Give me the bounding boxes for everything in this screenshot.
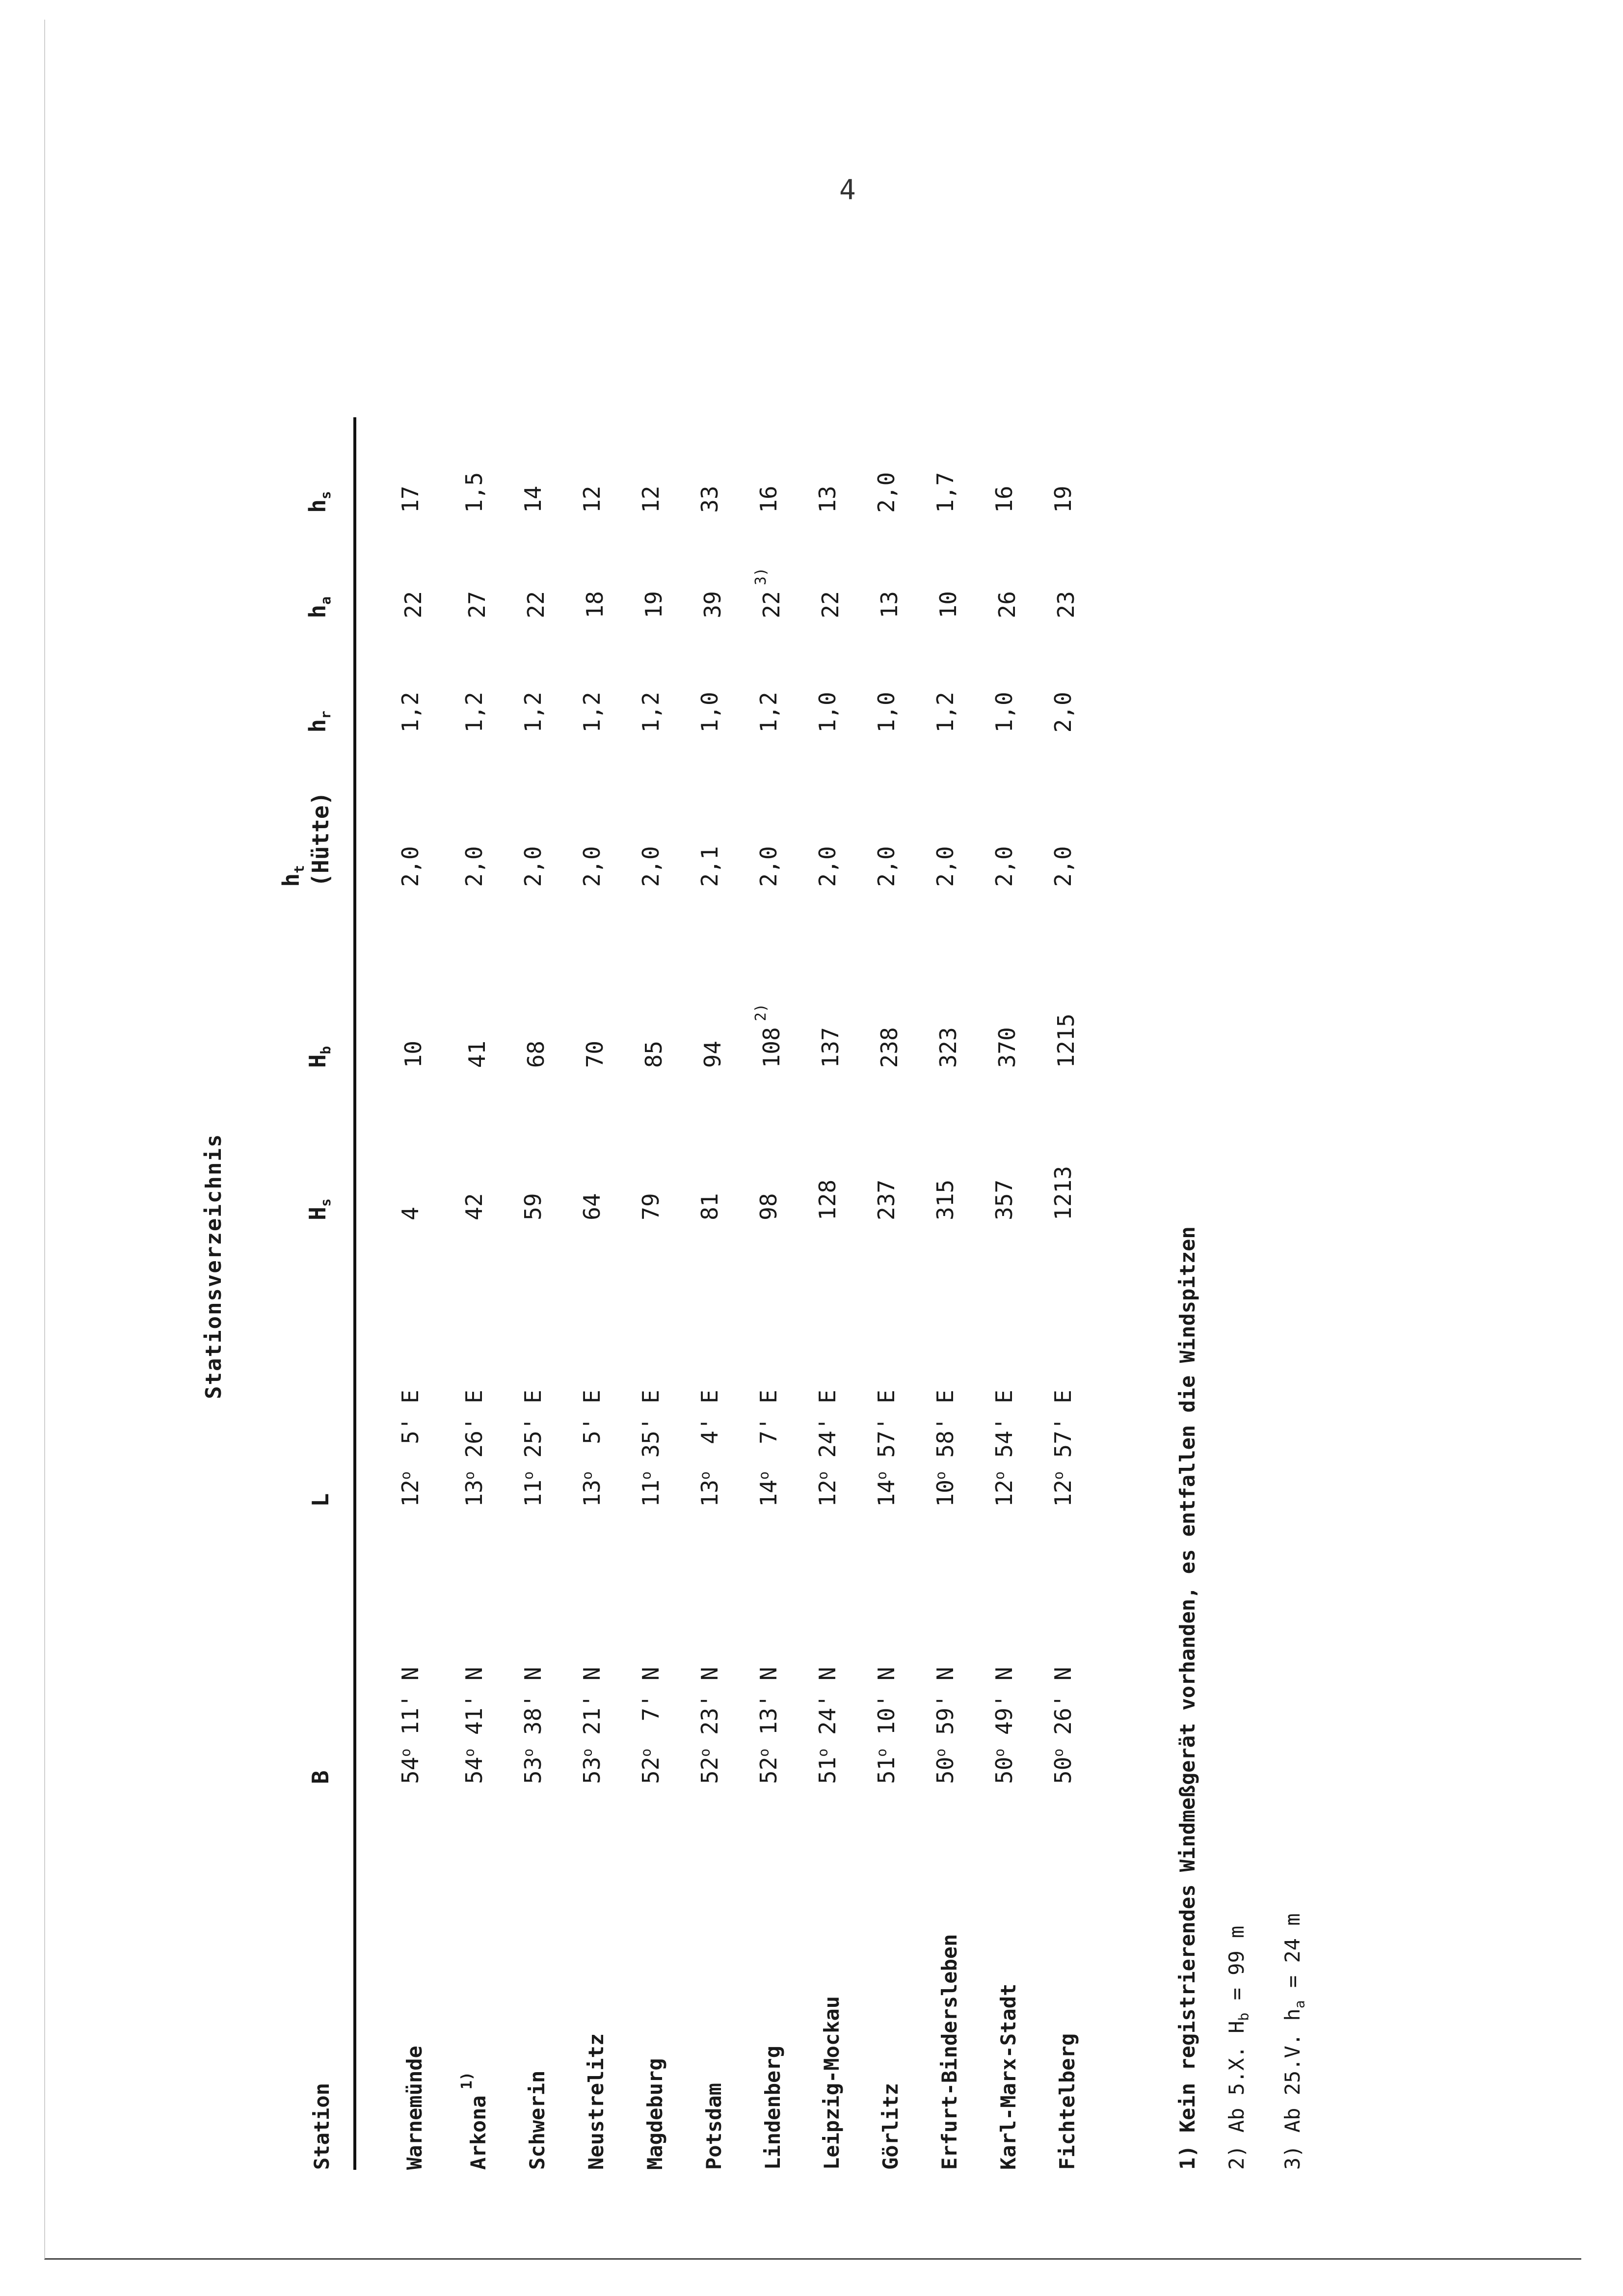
rain-gauge-height-value: 1,2 (579, 692, 605, 733)
cell-longitude (975, 1220, 1034, 1507)
cell-station (916, 1784, 975, 2170)
cell-barometer-height (798, 887, 857, 1068)
thermometer-height-value: 2,0 (461, 846, 487, 887)
cell-sunshine-height (621, 417, 680, 513)
cell-sunshine-height (445, 417, 504, 513)
thermometer-height-value: 2,0 (873, 846, 900, 887)
longitude-minutes: 57' E (873, 1390, 900, 1472)
footnote-3: 3) Ab 25.V. $h_a = 24$ m (1280, 1913, 1308, 2170)
cell-barometer-height (1034, 887, 1092, 1068)
degree-mark: o (814, 1471, 831, 1480)
latitude-minutes: 38' N (520, 1667, 546, 1749)
degree-mark: o (520, 1748, 536, 1757)
cell-thermometer-height (739, 732, 798, 887)
degree-mark: o (579, 1748, 595, 1757)
cell-latitude (504, 1507, 562, 1784)
cell-thermometer-height (916, 732, 975, 887)
anemometer-height-value: 22 (523, 591, 549, 619)
cell-station (621, 1784, 680, 2170)
degree-mark: o (638, 1748, 654, 1757)
table-header-row (260, 417, 355, 2170)
page-number: 4 (839, 174, 856, 206)
thermometer-height-value: 2,0 (579, 846, 605, 887)
anemometer-height-value: 13 (876, 591, 903, 619)
rain-gauge-height-value: 2,0 (1050, 692, 1076, 733)
barometer-height-value: 41 (464, 1040, 490, 1068)
cell-anemometer-height (680, 513, 739, 619)
anemometer-height-value: 19 (640, 591, 667, 619)
cell-station (798, 1784, 857, 2170)
longitude-minutes: 26' E (461, 1390, 487, 1472)
degree-mark: o (932, 1471, 949, 1480)
station-table (260, 417, 1092, 2170)
header-sunshine-height: $h_s$ (260, 417, 355, 513)
barometer-height-value: 137 (817, 1027, 844, 1068)
latitude-minutes: 41' N (461, 1667, 487, 1749)
cell-rain-gauge-height (504, 618, 562, 732)
degree-mark: o (873, 1471, 890, 1480)
cell-station-height (445, 1068, 504, 1220)
degree-mark: o (1050, 1471, 1066, 1480)
cell-rain-gauge-height (355, 618, 445, 732)
barometer-height-value: 108 (758, 1027, 785, 1068)
cell-rain-gauge-height (680, 618, 739, 732)
cell-thermometer-height (975, 732, 1034, 887)
cell-thermometer-height (1034, 732, 1092, 887)
cell-anemometer-height (1034, 513, 1092, 619)
cell-station-height (562, 1068, 621, 1220)
cell-thermometer-height (355, 732, 445, 887)
longitude-degrees: 11 (520, 1480, 546, 1507)
cell-station-height (355, 1068, 445, 1220)
cell-anemometer-height (621, 513, 680, 619)
rain-gauge-height-value: 1,2 (755, 692, 782, 733)
station-height-value: 98 (755, 1193, 782, 1220)
thermometer-height-value: 2,0 (397, 846, 424, 887)
degree-mark: o (991, 1748, 1008, 1757)
degree-mark: o (579, 1471, 595, 1480)
cell-station-height (798, 1068, 857, 1220)
cell-longitude (621, 1220, 680, 1507)
anemometer-height-value: 26 (994, 591, 1020, 619)
sunshine-height-value: 16 (991, 486, 1017, 513)
cell-latitude (857, 1507, 916, 1784)
sunshine-height-value: 33 (696, 486, 723, 513)
cell-barometer-height (562, 887, 621, 1068)
thermometer-height-value: 2,0 (755, 846, 782, 887)
cell-longitude (739, 1220, 798, 1507)
thermometer-height-value: 2,0 (991, 846, 1017, 887)
sunshine-height-value: 12 (638, 486, 664, 513)
cell-latitude (798, 1507, 857, 1784)
cell-longitude (857, 1220, 916, 1507)
degree-mark: o (397, 1748, 414, 1757)
station-name: Erfurt-Bindersleben (937, 1934, 961, 2170)
cell-sunshine-height (857, 417, 916, 513)
degree-mark: o (696, 1748, 713, 1757)
cell-rain-gauge-height (975, 618, 1034, 732)
degree-mark: o (755, 1471, 772, 1480)
cell-station (739, 1784, 798, 2170)
station-height-value: 59 (520, 1193, 546, 1220)
latitude-degrees: 54 (461, 1756, 487, 1784)
header-rain-gauge-height: $h_r$ (260, 618, 355, 732)
cell-latitude (1034, 1507, 1092, 1784)
table-row (621, 417, 680, 2170)
sunshine-height-value: 16 (755, 486, 782, 513)
cell-rain-gauge-height (798, 618, 857, 732)
latitude-minutes: 59' N (932, 1667, 958, 1749)
degree-mark: o (397, 1471, 414, 1480)
cell-station-height (739, 1068, 798, 1220)
sunshine-height-value: 2,0 (873, 472, 900, 513)
rain-gauge-height-value: 1,0 (873, 692, 900, 733)
longitude-minutes: 5' E (397, 1390, 424, 1472)
cell-barometer-height (445, 887, 504, 1068)
degree-mark: o (991, 1471, 1008, 1480)
cell-anemometer-height (857, 513, 916, 619)
cell-station (857, 1784, 916, 2170)
rain-gauge-height-value: 1,2 (461, 692, 487, 733)
cell-barometer-height (975, 887, 1034, 1068)
cell-station-height (857, 1068, 916, 1220)
thermometer-height-value: 2,0 (814, 846, 841, 887)
cell-thermometer-height (562, 732, 621, 887)
station-height-value: 42 (461, 1193, 487, 1220)
table-row (355, 417, 445, 2170)
barometer-height-value: 68 (523, 1040, 549, 1068)
station-name: Warnemünde (402, 2046, 426, 2170)
cell-station (680, 1784, 739, 2170)
station-name: Potsdam (701, 2082, 726, 2170)
station-height-value: 357 (991, 1179, 1017, 1220)
latitude-degrees: 50 (932, 1756, 958, 1784)
cell-thermometer-height (504, 732, 562, 887)
anemometer-height-value: 22 (758, 591, 785, 619)
longitude-minutes: 25' E (520, 1390, 546, 1472)
cell-thermometer-height (621, 732, 680, 887)
degree-mark: o (461, 1748, 478, 1757)
cell-anemometer-height (975, 513, 1034, 619)
cell-longitude (1034, 1220, 1092, 1507)
latitude-degrees: 53 (579, 1756, 605, 1784)
cell-sunshine-height (739, 417, 798, 513)
footnotes (1163, 1226, 1325, 2170)
longitude-minutes: 5' E (579, 1390, 605, 1472)
longitude-degrees: 13 (461, 1480, 487, 1507)
cell-latitude (445, 1507, 504, 1784)
table-row (975, 417, 1034, 2170)
cell-rain-gauge-height (621, 618, 680, 732)
longitude-degrees: 12 (814, 1480, 841, 1507)
cell-barometer-height (680, 887, 739, 1068)
rain-gauge-height-value: 1,0 (991, 692, 1017, 733)
table-row (680, 417, 739, 2170)
station-name: Neustrelitz (584, 2033, 608, 2170)
anemometer-height-value: 18 (582, 591, 608, 619)
latitude-degrees: 51 (873, 1756, 900, 1784)
longitude-degrees: 13 (579, 1480, 605, 1507)
table-row (916, 417, 975, 2170)
longitude-degrees: 14 (755, 1480, 782, 1507)
longitude-degrees: 14 (873, 1480, 900, 1507)
cell-latitude (680, 1507, 739, 1784)
barometer-height-value: 370 (994, 1027, 1020, 1068)
cell-longitude (916, 1220, 975, 1507)
station-height-value: 81 (696, 1193, 723, 1220)
latitude-minutes: 13' N (755, 1667, 782, 1749)
table-row (739, 417, 798, 2170)
latitude-degrees: 50 (1050, 1756, 1076, 1784)
latitude-minutes: 21' N (579, 1667, 605, 1749)
longitude-minutes: 24' E (814, 1390, 841, 1472)
cell-latitude (355, 1507, 445, 1784)
cell-rain-gauge-height (445, 618, 504, 732)
thermometer-height-value: 2,0 (932, 846, 958, 887)
latitude-minutes: 49' N (991, 1667, 1017, 1749)
cell-thermometer-height (680, 732, 739, 887)
cell-thermometer-height (798, 732, 857, 887)
rotated-content (186, 417, 1315, 2185)
header-station-height: $H_s$ (260, 1068, 355, 1220)
footnote-1: 1) Kein registrierendes Windmeßgerät vorhanden, es entfallen die Windspitzen (1175, 1226, 1199, 2170)
header-barometer-height: $H_b$ (260, 887, 355, 1068)
cell-latitude (621, 1507, 680, 1784)
cell-station-height (504, 1068, 562, 1220)
station-height-value: 315 (932, 1179, 958, 1220)
latitude-minutes: 10' N (873, 1667, 900, 1749)
longitude-minutes: 7' E (755, 1390, 782, 1472)
cell-longitude (562, 1220, 621, 1507)
cell-barometer-height (739, 887, 798, 1068)
header-longitude: L (260, 1220, 355, 1507)
cell-latitude (739, 1507, 798, 1784)
cell-rain-gauge-height (916, 618, 975, 732)
degree-mark: o (638, 1471, 654, 1480)
barometer-height-value: 238 (876, 1027, 903, 1068)
latitude-degrees: 52 (638, 1756, 664, 1784)
thermometer-height-value: 2,1 (696, 846, 723, 887)
latitude-minutes: 23' N (696, 1667, 723, 1749)
cell-barometer-height (504, 887, 562, 1068)
cell-station-height (1034, 1068, 1092, 1220)
cell-sunshine-height (798, 417, 857, 513)
cell-rain-gauge-height (739, 618, 798, 732)
degree-mark: o (873, 1748, 890, 1757)
latitude-degrees: 51 (814, 1756, 841, 1784)
degree-mark: o (814, 1748, 831, 1757)
sunshine-height-value: 17 (397, 486, 424, 513)
station-height-value: 237 (873, 1179, 900, 1220)
longitude-minutes: 4' E (696, 1390, 723, 1472)
rain-gauge-height-value: 1,0 (814, 692, 841, 733)
cell-thermometer-height (445, 732, 504, 887)
cell-rain-gauge-height (1034, 618, 1092, 732)
cell-barometer-height (916, 887, 975, 1068)
latitude-minutes: 11' N (397, 1667, 424, 1749)
cell-station-height (975, 1068, 1034, 1220)
barometer-height-value: 10 (400, 1040, 426, 1068)
anemometer-height-value: 10 (935, 591, 961, 619)
barometer-height-value: 70 (582, 1040, 608, 1068)
cell-barometer-height (621, 887, 680, 1068)
cell-anemometer-height (445, 513, 504, 619)
sunshine-height-value: 13 (814, 486, 841, 513)
rain-gauge-height-value: 1,2 (520, 692, 546, 733)
anemometer-height-value: 39 (699, 591, 726, 619)
latitude-degrees: 52 (755, 1756, 782, 1784)
anemometer-height-value: 22 (400, 591, 426, 619)
sunshine-height-value: 19 (1050, 486, 1076, 513)
footnote-marker: 2) (752, 1003, 770, 1022)
barometer-height-value: 1215 (1053, 1013, 1079, 1068)
cell-station (445, 1784, 504, 2170)
cell-barometer-height (355, 887, 445, 1068)
rain-gauge-height-value: 1,2 (932, 692, 958, 733)
station-name: Leipzig-Mockau (819, 1996, 844, 2170)
longitude-degrees: 11 (638, 1480, 664, 1507)
degree-mark: o (755, 1748, 772, 1757)
cell-station-height (680, 1068, 739, 1220)
cell-longitude (504, 1220, 562, 1507)
latitude-degrees: 54 (397, 1756, 424, 1784)
station-name: Schwerin (525, 2070, 549, 2170)
barometer-height-value: 94 (699, 1040, 726, 1068)
footnote-marker: 3) (752, 567, 770, 586)
station-name: Fichtelberg (1055, 2033, 1079, 2170)
latitude-degrees: 50 (991, 1756, 1017, 1784)
cell-latitude (975, 1507, 1034, 1784)
station-name: Magdeburg (642, 2058, 667, 2170)
cell-sunshine-height (1034, 417, 1092, 513)
sunshine-height-value: 1,5 (461, 472, 487, 513)
station-height-value: 4 (397, 1207, 424, 1220)
station-name: Karl-Marx-Stadt (996, 1983, 1020, 2170)
cell-station-height (621, 1068, 680, 1220)
cell-longitude (355, 1220, 445, 1507)
cell-sunshine-height (504, 417, 562, 513)
barometer-height-value: 323 (935, 1027, 961, 1068)
latitude-minutes: 26' N (1050, 1667, 1076, 1749)
longitude-minutes: 58' E (932, 1390, 958, 1472)
footnote-2: 2) Ab 5.X. $H_b = 99$ m (1224, 1925, 1252, 2170)
cell-anemometer-height (739, 513, 798, 619)
longitude-degrees: 10 (932, 1480, 958, 1507)
longitude-degrees: 13 (696, 1480, 723, 1507)
degree-mark: o (932, 1748, 949, 1757)
rain-gauge-height-value: 1,0 (696, 692, 723, 733)
station-name: Lindenberg (760, 2046, 785, 2170)
cell-longitude (798, 1220, 857, 1507)
table-row (857, 417, 916, 2170)
cell-station (355, 1784, 445, 2170)
cell-anemometer-height (916, 513, 975, 619)
thermometer-height-value: 2,0 (1050, 846, 1076, 887)
longitude-degrees: 12 (397, 1480, 424, 1507)
station-height-value: 64 (579, 1193, 605, 1220)
anemometer-height-value: 27 (464, 591, 490, 619)
cell-longitude (445, 1220, 504, 1507)
header-thermometer-height: $h_t$ (Hütte) (260, 732, 355, 887)
header-station: Station (260, 1784, 355, 2170)
latitude-degrees: 52 (696, 1756, 723, 1784)
cell-rain-gauge-height (857, 618, 916, 732)
station-height-value: 128 (814, 1179, 841, 1220)
longitude-minutes: 54' E (991, 1390, 1017, 1472)
cell-sunshine-height (916, 417, 975, 513)
footnote-marker: 1) (458, 2072, 476, 2090)
cell-sunshine-height (355, 417, 445, 513)
station-height-value: 1213 (1050, 1166, 1076, 1220)
cell-rain-gauge-height (562, 618, 621, 732)
cell-barometer-height (857, 887, 916, 1068)
anemometer-height-value: 22 (817, 591, 844, 619)
thermometer-height-value: 2,0 (638, 846, 664, 887)
sunshine-height-value: 12 (579, 486, 605, 513)
cell-anemometer-height (798, 513, 857, 619)
degree-mark: o (461, 1471, 478, 1480)
cell-station (504, 1784, 562, 2170)
table-row (1034, 417, 1092, 2170)
table-row (798, 417, 857, 2170)
cell-sunshine-height (562, 417, 621, 513)
cell-station-height (916, 1068, 975, 1220)
longitude-minutes: 57' E (1050, 1390, 1076, 1472)
cell-sunshine-height (680, 417, 739, 513)
page-title: Stationsverzeichnis (201, 1133, 226, 1399)
thermometer-height-value: 2,0 (520, 846, 546, 887)
station-height-value: 79 (638, 1193, 664, 1220)
cell-anemometer-height (355, 513, 445, 619)
longitude-degrees: 12 (1050, 1480, 1076, 1507)
cell-station (975, 1784, 1034, 2170)
latitude-minutes: 7' N (638, 1667, 664, 1749)
cell-thermometer-height (857, 732, 916, 887)
degree-mark: o (696, 1471, 713, 1480)
cell-station (562, 1784, 621, 2170)
table-row (562, 417, 621, 2170)
table-row (504, 417, 562, 2170)
header-latitude: B (260, 1507, 355, 1784)
cell-station (1034, 1784, 1092, 2170)
cell-sunshine-height (975, 417, 1034, 513)
station-name: Arkona (466, 2095, 490, 2170)
cell-anemometer-height (562, 513, 621, 619)
cell-latitude (562, 1507, 621, 1784)
header-anemometer-height: $h_a$ (260, 513, 355, 619)
latitude-degrees: 53 (520, 1756, 546, 1784)
rain-gauge-height-value: 1,2 (397, 692, 424, 733)
barometer-height-value: 85 (640, 1040, 667, 1068)
sunshine-height-value: 14 (520, 486, 546, 513)
table-row (445, 417, 504, 2170)
latitude-minutes: 24' N (814, 1667, 841, 1749)
anemometer-height-value: 23 (1053, 591, 1079, 619)
cell-anemometer-height (504, 513, 562, 619)
degree-mark: o (520, 1471, 536, 1480)
sunshine-height-value: 1,7 (932, 472, 958, 513)
longitude-minutes: 35' E (638, 1390, 664, 1472)
longitude-degrees: 12 (991, 1480, 1017, 1507)
station-name: Görlitz (878, 2082, 903, 2170)
degree-mark: o (1050, 1748, 1066, 1757)
rain-gauge-height-value: 1,2 (638, 692, 664, 733)
cell-latitude (916, 1507, 975, 1784)
cell-longitude (680, 1220, 739, 1507)
